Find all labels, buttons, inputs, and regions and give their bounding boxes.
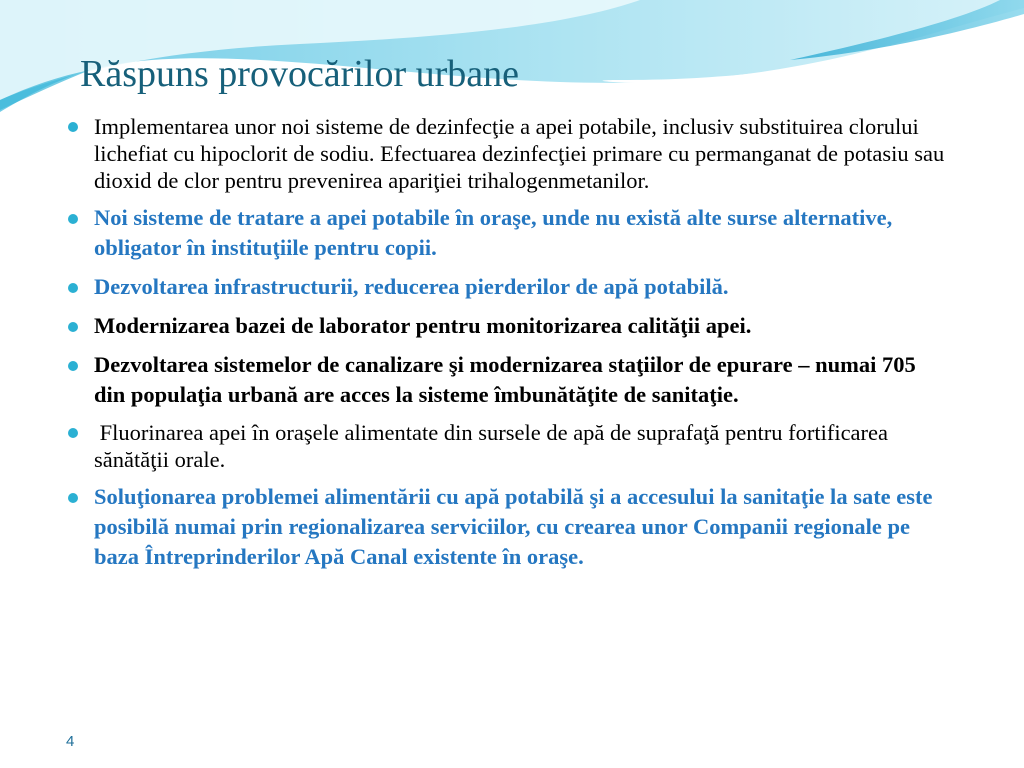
bullet-text: Fluorinarea apei în oraşele alimentate din sursele de apă de suprafaţă pentru fortificarea sănătăţii orale. <box>94 420 894 472</box>
bullet-dot-icon <box>68 283 78 293</box>
bullet-item <box>62 482 952 572</box>
bullet-dot-icon <box>68 322 78 332</box>
bullet-dot-icon <box>68 493 78 503</box>
bullet-text: Dezvoltarea sistemelor de canalizare şi modernizarea staţiilor de epurare – numai 705 din populaţia urbană are acces la sisteme îmbunătăţite de sanitaţie. <box>94 352 916 407</box>
bullet-item <box>62 311 952 341</box>
bullet-item <box>62 419 952 473</box>
bullet-item <box>62 272 952 302</box>
bullet-item <box>62 113 952 194</box>
bullet-list <box>62 113 952 581</box>
bullet-dot-icon <box>68 361 78 371</box>
bullet-dot-icon <box>68 122 78 132</box>
page-number: 4 <box>66 733 75 750</box>
bullet-dot-icon <box>68 428 78 438</box>
bullet-text: Noi sisteme de tratare a apei potabile în oraşe, unde nu există alte surse alternative, obligator în instituţiile pentru copii. <box>94 205 893 260</box>
bullet-item <box>62 203 952 263</box>
bullet-item <box>62 350 952 410</box>
bullet-dot-icon <box>68 214 78 224</box>
bullet-text: Implementarea unor noi sisteme de dezinfecţie a apei potabile, inclusiv substituirea clorului lichefiat cu hipoclorit de sodiu. Efectuarea dezinfecţiei primare cu permanganat de potasiu sau dioxid de clor pentru prevenirea apariţiei trihalogenmetanilor. <box>94 114 945 193</box>
bullet-text: Soluţionarea problemei alimentării cu apă potabilă şi a accesului la sanitaţie la sate este posibilă numai prin regionalizarea serviciilor, cu crearea unor Companii regionale pe baza Întreprinderilor Apă Canal existente în oraşe. <box>94 484 933 569</box>
bullet-text: Dezvoltarea infrastructurii, reducerea pierderilor de apă potabilă. <box>94 274 729 299</box>
slide-title: Răspuns provocărilor urbane <box>80 53 519 95</box>
bullet-text: Modernizarea bazei de laborator pentru monitorizarea calităţii apei. <box>94 313 752 338</box>
